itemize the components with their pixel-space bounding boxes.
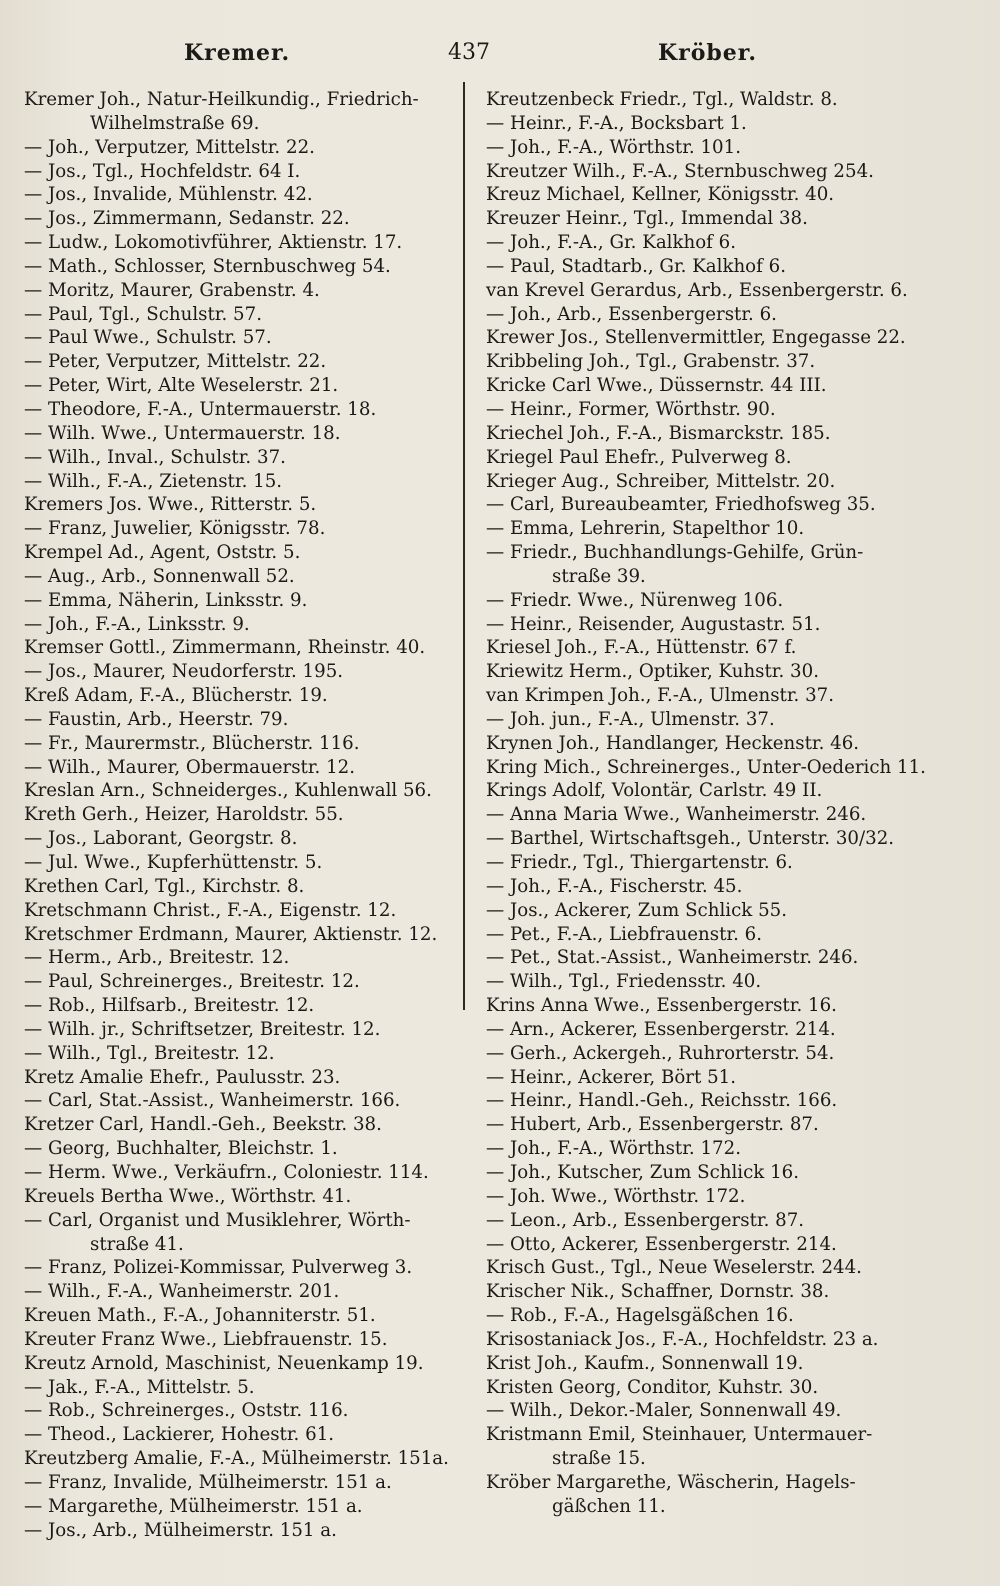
header-left-catchword: Kremer. (184, 40, 291, 66)
directory-entry: — Gerh., Ackergeh., Ruhrorterstr. 54. (486, 1042, 835, 1064)
directory-entry: — Carl, Stat.-Assist., Wanheimerstr. 166. (24, 1090, 401, 1112)
directory-entry-continuation: straße 15. (552, 1448, 646, 1470)
directory-entry: Krempel Ad., Agent, Oststr. 5. (24, 542, 301, 564)
directory-entry: — Joh., Arb., Essenbergerstr. 6. (486, 303, 777, 325)
directory-entry: Krewer Jos., Stellenvermittler, Engegasse 22. (486, 327, 906, 349)
directory-entry: — Heinr., F.-A., Bocksbart 1. (486, 112, 747, 134)
directory-entry: Kreuen Math., F.-A., Johanniterstr. 51. (24, 1305, 376, 1327)
directory-entry: — Paul, Stadtarb., Gr. Kalkhof 6. (486, 255, 786, 277)
directory-entry: — Joh., F.-A., Wörthstr. 101. (486, 136, 741, 158)
directory-entry: — Wilh., Dekor.-Maler, Sonnenwall 49. (486, 1400, 842, 1422)
directory-entry: — Wilh., F.-A., Zietenstr. 15. (24, 470, 283, 492)
directory-entry: Krethen Carl, Tgl., Kirchstr. 8. (24, 875, 305, 897)
directory-entry: — Paul, Tgl., Schulstr. 57. (24, 303, 262, 325)
directory-entry: — Ludw., Lokomotivführer, Aktienstr. 17. (24, 232, 403, 254)
directory-entry: Krings Adolf, Volontär, Carlstr. 49 II. (486, 780, 823, 802)
directory-entry: — Jos., Tgl., Hochfeldstr. 64 I. (24, 160, 301, 182)
directory-entry: — Theodore, F.-A., Untermauerstr. 18. (24, 398, 377, 420)
directory-entry: — Peter, Verputzer, Mittelstr. 22. (24, 351, 327, 373)
directory-entry: Kreutzberg Amalie, F.-A., Mülheimerstr. 151a. (24, 1448, 449, 1470)
directory-entry: Kreuter Franz Wwe., Liebfrauenstr. 15. (24, 1328, 388, 1350)
directory-entry: — Faustin, Arb., Heerstr. 79. (24, 708, 289, 730)
directory-entry: — Heinr., Handl.-Geh., Reichsstr. 166. (486, 1090, 838, 1112)
directory-entry: Kricke Carl Wwe., Düssernstr. 44 III. (486, 375, 827, 397)
directory-entry: Kreutzer Wilh., F.-A., Sternbuschweg 254. (486, 160, 874, 182)
directory-entry: — Hubert, Arb., Essenbergerstr. 87. (486, 1114, 819, 1136)
directory-entry: Kremers Jos. Wwe., Ritterstr. 5. (24, 494, 317, 516)
directory-entry: — Peter, Wirt, Alte Weselerstr. 21. (24, 375, 339, 397)
directory-entry: — Jos., Laborant, Georgstr. 8. (24, 828, 298, 850)
directory-entry: — Rob., F.-A., Hagelsgäßchen 16. (486, 1305, 794, 1327)
directory-entry-continuation: straße 41. (90, 1233, 184, 1255)
directory-entry: — Herm., Arb., Breitestr. 12. (24, 947, 290, 969)
directory-entry: Kristen Georg, Conditor, Kuhstr. 30. (486, 1376, 819, 1398)
directory-entry: Kremer Joh., Natur-Heilkundig., Friedrich- (24, 89, 419, 110)
directory-entry: — Wilh., Tgl., Breitestr. 12. (24, 1042, 275, 1064)
directory-entry-continuation: straße 39. (552, 565, 646, 587)
directory-entry: — Joh., F.-A., Fischerstr. 45. (486, 875, 743, 897)
directory-entry-continuation: Wilhelmstraße 69. (90, 112, 260, 134)
directory-entry: van Krimpen Joh., F.-A., Ulmenstr. 37. (486, 685, 835, 707)
directory-entry: — Herm. Wwe., Verkäufrn., Coloniestr. 114. (24, 1161, 429, 1183)
directory-entry: — Carl, Organist und Musiklehrer, Wörth- (24, 1209, 411, 1231)
header-right-catchword: Kröber. (658, 40, 757, 66)
directory-entry: Kriesel Joh., F.-A., Hüttenstr. 67 f. (486, 637, 797, 659)
directory-entry: — Joh. jun., F.-A., Ulmenstr. 37. (486, 708, 775, 730)
directory-entry: — Heinr., Ackerer, Bört 51. (486, 1066, 737, 1088)
directory-entry: — Heinr., Former, Wörthstr. 90. (486, 398, 776, 420)
directory-entry: Kretzer Carl, Handl.-Geh., Beekstr. 38. (24, 1114, 382, 1136)
directory-entry: Krins Anna Wwe., Essenbergerstr. 16. (486, 995, 837, 1017)
directory-entry: Kriewitz Herm., Optiker, Kuhstr. 30. (486, 661, 819, 683)
page-number: 437 (448, 40, 490, 65)
directory-entry-continuation: gäßchen 11. (552, 1495, 666, 1517)
directory-entry: — Paul, Schreinerges., Breitestr. 12. (24, 971, 360, 993)
directory-entry: — Fr., Maurermstr., Blücherstr. 116. (24, 732, 360, 754)
directory-entry: Kristmann Emil, Steinhauer, Untermauer- (486, 1424, 873, 1446)
directory-entry: Kröber Margarethe, Wäscherin, Hagels- (486, 1471, 856, 1493)
directory-entry: — Rob., Hilfsarb., Breitestr. 12. (24, 995, 315, 1017)
directory-entry: — Rob., Schreinerges., Oststr. 116. (24, 1400, 349, 1422)
directory-entry: — Otto, Ackerer, Essenbergerstr. 214. (486, 1233, 837, 1255)
directory-entry: — Wilh., Tgl., Friedensstr. 40. (486, 971, 762, 993)
directory-entry: — Anna Maria Wwe., Wanheimerstr. 246. (486, 804, 867, 826)
directory-entry: — Joh. Wwe., Wörthstr. 172. (486, 1185, 746, 1207)
directory-entry: — Joh., F.-A., Linksstr. 9. (24, 613, 250, 635)
directory-entry: Kretschmer Erdmann, Maurer, Aktienstr. 12. (24, 923, 438, 945)
directory-entry: Kremser Gottl., Zimmermann, Rheinstr. 40. (24, 637, 426, 659)
directory-entry: — Friedr., Tgl., Thiergartenstr. 6. (486, 852, 793, 873)
directory-entry: — Arn., Ackerer, Essenbergerstr. 214. (486, 1018, 836, 1040)
directory-entry: — Moritz, Maurer, Grabenstr. 4. (24, 279, 320, 301)
directory-entry: Krist Joh., Kaufm., Sonnenwall 19. (486, 1352, 804, 1374)
directory-entry: — Barthel, Wirtschaftsgeh., Unterstr. 30/32. (486, 828, 895, 850)
directory-entry: — Franz, Juwelier, Königsstr. 78. (24, 518, 326, 540)
directory-entry: — Friedr., Buchhandlungs-Gehilfe, Grün- (486, 542, 864, 564)
directory-entry: Kreutz Arnold, Maschinist, Neuenkamp 19. (24, 1352, 424, 1374)
directory-entry: Kreuels Bertha Wwe., Wörthstr. 41. (24, 1185, 352, 1207)
directory-entry: Kreuz Michael, Kellner, Königsstr. 40. (486, 184, 835, 206)
directory-entry: Kreth Gerh., Heizer, Haroldstr. 55. (24, 804, 344, 826)
directory-entry: — Paul Wwe., Schulstr. 57. (24, 327, 272, 349)
directory-entry: Kring Mich., Schreinerges., Unter-Oederich 11. (486, 756, 926, 778)
directory-entry: — Pet., F.-A., Liebfrauenstr. 6. (486, 923, 763, 945)
directory-entry: Kribbeling Joh., Tgl., Grabenstr. 37. (486, 351, 816, 373)
directory-entry: Kreslan Arn., Schneiderges., Kuhlenwall 56. (24, 780, 432, 802)
directory-entry: — Joh., Verputzer, Mittelstr. 22. (24, 136, 315, 158)
directory-entry: — Wilh. jr., Schriftsetzer, Breitestr. 12. (24, 1018, 381, 1040)
directory-entry: Krynen Joh., Handlanger, Heckenstr. 46. (486, 732, 860, 754)
directory-entry: — Jul. Wwe., Kupferhüttenstr. 5. (24, 852, 323, 873)
directory-entry: — Aug., Arb., Sonnenwall 52. (24, 565, 295, 587)
directory-entry: van Krevel Gerardus, Arb., Essenbergerstr. 6. (486, 279, 908, 301)
left-column (24, 88, 456, 1542)
directory-entry: Krischer Nik., Schaffner, Dornstr. 38. (486, 1281, 830, 1303)
right-column (486, 88, 986, 1519)
directory-entry: — Jos., Ackerer, Zum Schlick 55. (486, 899, 787, 921)
directory-entry: — Math., Schlosser, Sternbuschweg 54. (24, 255, 391, 277)
directory-entry: — Georg, Buchhalter, Bleichstr. 1. (24, 1138, 338, 1160)
directory-entry: — Heinr., Reisender, Augustastr. 51. (486, 613, 821, 635)
directory-entry: Krieger Aug., Schreiber, Mittelstr. 20. (486, 470, 836, 492)
directory-entry: — Wilh., Maurer, Obermauerstr. 12. (24, 756, 356, 778)
column-divider (463, 82, 465, 1010)
directory-entry: Kretz Amalie Ehefr., Paulusstr. 23. (24, 1066, 341, 1088)
directory-entry: Krisch Gust., Tgl., Neue Weselerstr. 244. (486, 1257, 862, 1279)
directory-entry: Kreutzenbeck Friedr., Tgl., Waldstr. 8. (486, 89, 838, 110)
directory-entry: — Wilh. Wwe., Untermauerstr. 18. (24, 422, 341, 444)
directory-entry: — Leon., Arb., Essenbergerstr. 87. (486, 1209, 805, 1231)
directory-entry: — Franz, Invalide, Mülheimerstr. 151 a. (24, 1471, 392, 1493)
directory-entry: Kreß Adam, F.-A., Blücherstr. 19. (24, 685, 328, 707)
directory-entry: — Theod., Lackierer, Hohestr. 61. (24, 1424, 335, 1446)
directory-entry: — Wilh., F.-A., Wanheimerstr. 201. (24, 1281, 340, 1303)
directory-entry: — Joh., F.-A., Wörthstr. 172. (486, 1138, 741, 1160)
directory-entry: — Emma, Näherin, Linksstr. 9. (24, 589, 308, 611)
directory-entry: — Carl, Bureaubeamter, Friedhofsweg 35. (486, 494, 876, 516)
directory-entry: — Jak., F.-A., Mittelstr. 5. (24, 1376, 255, 1398)
directory-entry: — Emma, Lehrerin, Stapelthor 10. (486, 518, 805, 540)
directory-entry: — Margarethe, Mülheimerstr. 151 a. (24, 1495, 363, 1517)
directory-entry: — Franz, Polizei-Kommissar, Pulverweg 3. (24, 1257, 413, 1279)
directory-entry: Kriegel Paul Ehefr., Pulverweg 8. (486, 446, 792, 468)
directory-entry: Kretschmann Christ., F.-A., Eigenstr. 12. (24, 899, 397, 921)
directory-entry: Kriechel Joh., F.-A., Bismarckstr. 185. (486, 422, 831, 444)
directory-entry: — Jos., Arb., Mülheimerstr. 151 a. (24, 1519, 337, 1541)
directory-entry: — Friedr. Wwe., Nürenweg 106. (486, 589, 784, 611)
directory-entry: — Joh., F.-A., Gr. Kalkhof 6. (486, 232, 737, 254)
directory-entry: — Jos., Zimmermann, Sedanstr. 22. (24, 208, 350, 230)
directory-entry: — Jos., Invalide, Mühlenstr. 42. (24, 184, 313, 206)
directory-entry: Krisostaniack Jos., F.-A., Hochfeldstr. 23 a. (486, 1328, 879, 1350)
directory-entry: — Jos., Maurer, Neudorferstr. 195. (24, 661, 344, 683)
page-header (0, 40, 1000, 76)
directory-entry: — Wilh., Inval., Schulstr. 37. (24, 446, 286, 468)
directory-entry: Kreuzer Heinr., Tgl., Immendal 38. (486, 208, 808, 230)
directory-entry: — Joh., Kutscher, Zum Schlick 16. (486, 1161, 800, 1183)
directory-entry: — Pet., Stat.-Assist., Wanheimerstr. 246. (486, 947, 859, 969)
